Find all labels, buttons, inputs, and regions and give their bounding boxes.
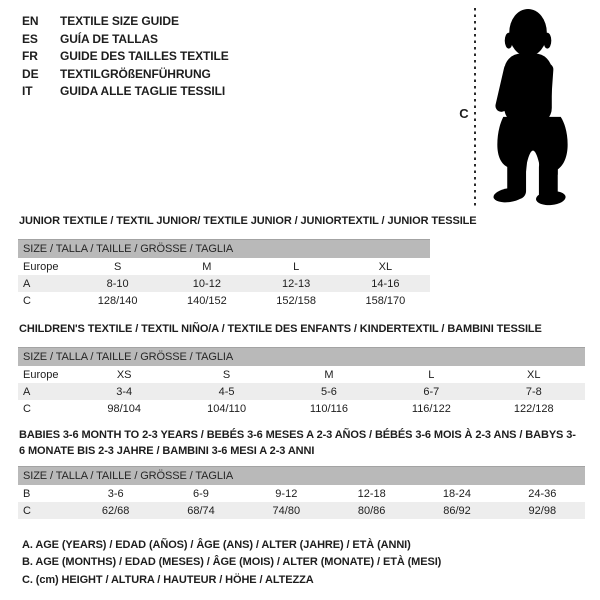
table-row	[18, 366, 585, 383]
table-row	[18, 485, 585, 502]
size-table	[18, 485, 585, 519]
table-cell: XL	[378, 260, 393, 273]
table-row	[18, 292, 430, 309]
table-cell: 116/122	[411, 402, 451, 415]
table-cell: 122/128	[513, 402, 554, 415]
lang-label: GUÍA DE TALLAS	[60, 31, 158, 46]
table-cell: M	[324, 368, 334, 381]
table-cell: 140/152	[186, 294, 227, 307]
size-header-bar: SIZE / TALLA / TAILLE / GRÖSSE / TAGLIA	[18, 347, 585, 366]
table-cell: 104/110	[207, 402, 247, 415]
height-measure-dotted-line	[474, 8, 476, 206]
section-title-junior: JUNIOR TEXTILE / TEXTIL JUNIOR/ TEXTILE JUNIOR / JUNIORTEXTIL / JUNIOR TESSILE	[19, 215, 477, 227]
note-height-cm: C. (cm) HEIGHT / ALTURA / HAUTEUR / HÖHE / ALTEZZA	[22, 573, 314, 586]
table-row	[18, 400, 585, 417]
table-cell: 24-36	[528, 487, 557, 500]
table-cell: 12-18	[357, 487, 386, 500]
table-cell: 6-7	[423, 385, 440, 398]
lang-code: DE	[22, 66, 39, 81]
table-cell: 7-8	[525, 385, 542, 398]
table-cell: 110/116	[309, 402, 349, 415]
table-cell: L	[428, 368, 435, 381]
lang-code: EN	[22, 14, 39, 28]
size-header-bar: SIZE / TALLA / TAILLE / GRÖSSE / TAGLIA	[18, 239, 430, 258]
section-title-children: CHILDREN'S TEXTILE / TEXTIL NIÑO/A / TEXTILE DES ENFANTS / KINDERTEXTIL / BAMBINI TESSILE	[19, 323, 542, 335]
size-table-babies	[18, 466, 585, 519]
row-label: C	[23, 294, 31, 307]
note-age-years: A. AGE (YEARS) / EDAD (AÑOS) / ÂGE (ANS) / ALTER (JAHRE) / ETÀ (ANNI)	[22, 539, 411, 551]
row-label: C	[23, 504, 31, 517]
size-table	[18, 366, 585, 417]
note-age-months: B. AGE (MONTHS) / EDAD (MESES) / ÂGE (MOIS) / ALTER (MONATE) / ETÀ (MESI)	[22, 556, 442, 569]
row-label: A	[23, 385, 31, 398]
table-cell: 92/98	[528, 504, 557, 517]
table-cell: 128/140	[97, 294, 138, 307]
size-header-bar: SIZE / TALLA / TAILLE / GRÖSSE / TAGLIA	[18, 466, 585, 485]
size-table	[18, 258, 430, 309]
lang-code: IT	[22, 84, 33, 98]
table-cell: 4-5	[218, 385, 235, 398]
table-cell: 9-12	[275, 487, 298, 500]
table-cell: S	[113, 260, 122, 273]
size-table-junior	[18, 239, 430, 309]
table-cell: M	[202, 260, 212, 273]
table-cell: 8-10	[106, 277, 129, 290]
row-label: Europe	[23, 368, 59, 381]
table-cell: 3-6	[107, 487, 124, 500]
table-row	[18, 383, 585, 400]
table-cell: 6-9	[193, 487, 209, 500]
row-label: A	[23, 277, 31, 290]
table-cell: 10-12	[192, 277, 221, 290]
height-measure-label: C	[459, 106, 469, 121]
table-row	[18, 502, 585, 519]
row-label: Europe	[23, 260, 59, 273]
row-label: B	[23, 487, 31, 500]
table-cell: 152/158	[276, 294, 316, 307]
table-cell: L	[293, 260, 300, 273]
lang-label: GUIDA ALLE TAGLIE TESSILI	[60, 84, 226, 98]
table-cell: 98/104	[107, 402, 142, 415]
table-cell: 5-6	[321, 385, 337, 398]
table-cell: 68/74	[187, 504, 215, 517]
table-cell: S	[222, 368, 231, 381]
table-cell: 80/86	[357, 504, 386, 517]
size-table-children	[18, 347, 585, 417]
table-row	[18, 258, 430, 275]
lang-code: FR	[22, 49, 38, 63]
table-cell: 86/92	[443, 504, 471, 517]
row-label: C	[23, 402, 31, 415]
lang-label: TEXTILE SIZE GUIDE	[60, 14, 179, 28]
table-cell: 3-4	[116, 385, 133, 398]
legend-notes	[22, 537, 441, 589]
table-cell: 62/68	[101, 504, 130, 517]
baby-silhouette	[483, 6, 579, 208]
table-cell: XL	[527, 368, 541, 381]
lang-label: GUIDE DES TAILLES TEXTILE	[60, 49, 229, 63]
table-cell: XS	[116, 368, 132, 381]
table-cell: 158/170	[365, 294, 406, 307]
table-row	[18, 275, 430, 292]
table-cell: 74/80	[272, 504, 301, 517]
table-cell: 12-13	[282, 277, 311, 290]
table-cell: 14-16	[371, 277, 400, 290]
lang-code: ES	[22, 31, 38, 46]
table-cell: 18-24	[442, 487, 472, 500]
language-header	[22, 13, 229, 101]
lang-label: TEXTILGRÖßENFÜHRUNG	[60, 66, 211, 81]
section-title-babies: BABIES 3-6 MONTH TO 2-3 YEARS / BEBÉS 3-6 MESES A 2-3 AÑOS / BÉBÉS 3-6 MOIS À 2-3 ANS / BABYS 3-6 MONATE BIS 2-3 JAHRE / BAMBINI 3-6 MESI A 2-3 ANNI	[19, 429, 576, 457]
